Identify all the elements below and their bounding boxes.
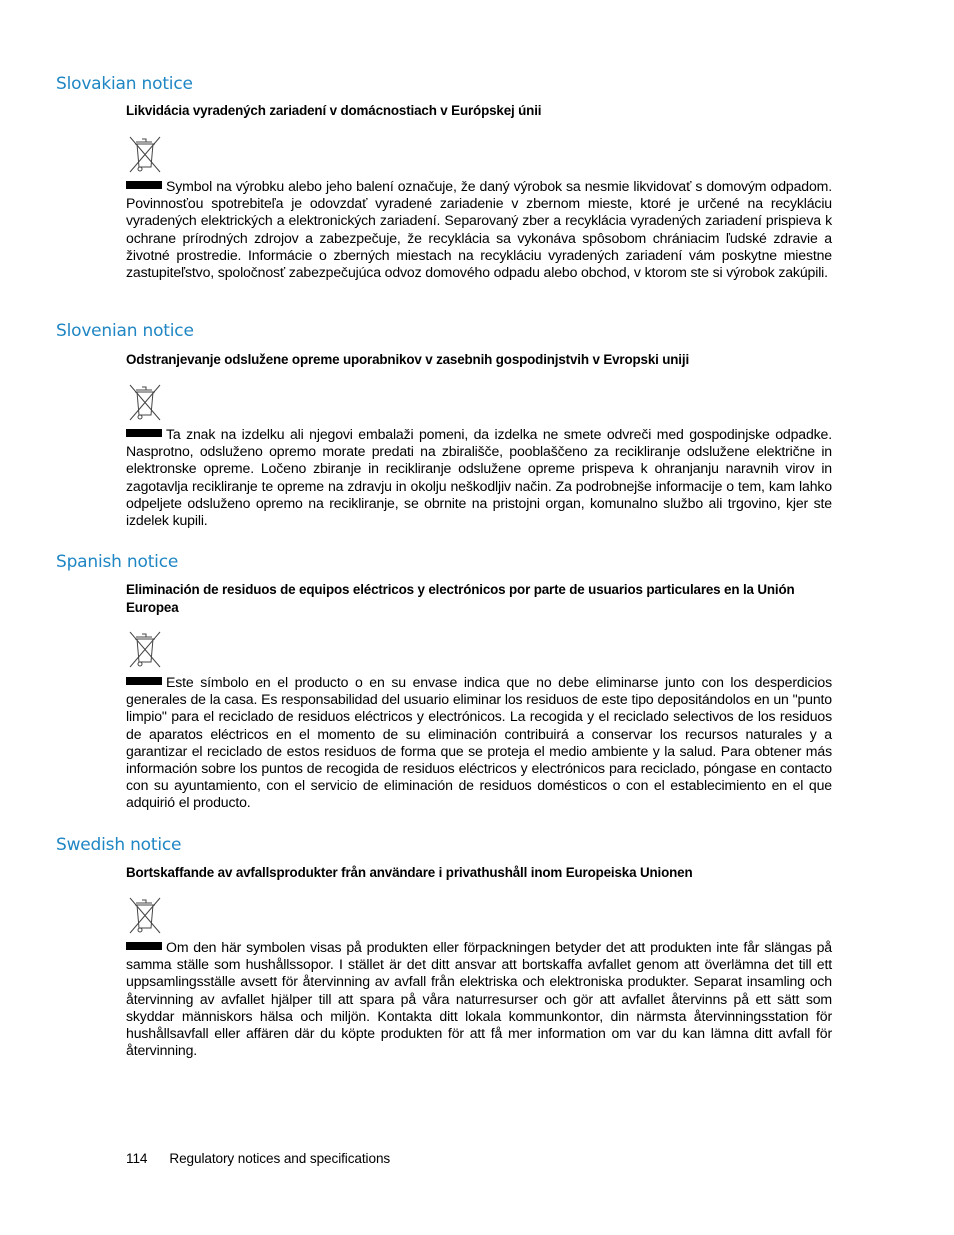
section-body-text: Om den här symbolen visas på produkten eller förpackningen betyder det att produkten inte får slängas på samma ställe som hushållssopor. I stället är det ditt ansvar att bortskaffa avfallet genom att överlämna det till ett uppsamlingsställe avsett för återvinning av avfall från elektriska och elektroniska produkter. Separat insamling och återvinning av avfallet hjälper till att spara på våra naturresurser och gör att avfallet återvinns på ett sätt som skyddar människors hälsa och miljön. Kontakta ditt lokala kommunkontor, din närmsta återvinningsstation för hushållsavfall eller affären där du köpte produkten för att få mer information om var du kan lämna ditt avfall för återvinning. — [126, 939, 832, 1059]
section-title: Slovakian notice — [56, 74, 193, 94]
section-body-text: Symbol na výrobku alebo jeho balení označuje, že daný výrobok sa nesmie likvidovať s domovým odpadom. Povinnosťou spotrebiteľa je odovzdať vyradené zariadenie v zbernom mieste, ktoré je určené na recykláciu vyradených elektrických a elektronických zariadení. Separovaný zber a recyklácia vyradených zariadení prispieva k ochrane prírodných zdrojov a zabezpečuje, že recyklácia sa vykonáva spôsobom chrániacim ľudské zdravie a životné prostredie. Informácie o zberných miestach na recykláciu vyradených zariadení vám poskytne miestne zastupiteľstvo, spoločnosť zabezpečujúca odvoz domového odpadu alebo obchod, v ktorom ste si výrobok zakúpili. — [126, 178, 832, 281]
section-body-text: Este símbolo en el producto o en su envase indica que no debe eliminarse junto con los desperdicios generales de la casa. Es responsabilidad del usuario eliminar los residuos de este tipo depositándolos en un "punto limpio" para el reciclado de residuos eléctricos y electrónicos. La recogida y el reciclado selectivos de los residuos de aparatos eléctricos en el momento de su eliminación contribuirá a conservar los recursos naturales y a garantizar el reciclado de estos residuos de forma que se proteja el medio ambiente y la salud. Para obtener más información sobre los puntos de recogida de residuos eléctricos y electrónicos para reciclado, póngase en contacto con su ayuntamiento, con el servicio de eliminación de residuos domésticos o con el establecimiento en el que adquirió el producto. — [126, 674, 832, 811]
section-body — [126, 426, 832, 529]
page-footer — [126, 1151, 390, 1166]
black-bar-icon — [126, 181, 162, 189]
black-bar-icon — [126, 942, 162, 950]
page-number: 114 — [126, 1151, 148, 1166]
section-body — [126, 939, 832, 1059]
section-subheading: Eliminación de residuos de equipos eléctricos y electrónicos por parte de usuarios particulares en la Unión Europea — [126, 582, 795, 615]
black-bar-icon — [126, 429, 162, 437]
section-subheading: Bortskaffande av avfallsprodukter från användare i privathushåll inom Europeiska Unionen — [126, 865, 693, 880]
section-title: Slovenian notice — [56, 321, 194, 341]
footer-title: Regulatory notices and specifications — [169, 1151, 391, 1166]
crossed-out-wheelie-bin-icon — [126, 382, 164, 422]
crossed-out-wheelie-bin-icon — [126, 895, 164, 935]
section-subheading: Likvidácia vyradených zariadení v domácnostiach v Európskej únii — [126, 103, 542, 118]
section-body — [126, 674, 832, 812]
section-title: Spanish notice — [56, 552, 179, 572]
section-body — [126, 178, 832, 281]
section-body-text: Ta znak na izdelku ali njegovi embalaži pomeni, da izdelka ne smete odvreči med gospodinjske odpadke. Nasprotno, odsluženo opremo morate predati na zbirališče, pooblaščeno za recikliranje odslužene električne in elektronske opreme. Ločeno zbiranje in recikliranje odslužene opreme prispeva k ohranjanju naravnih virov in zagotavlja recikliranje te opreme na zdravju in okolju neškodljiv način. Za podrobnejše informacije o tem, kam lahko odpeljete odsluženo opremo na recikliranje, se obrnite na pristojni organ, komunalno službo ali trgovino, kjer ste izdelek kupili. — [126, 426, 832, 529]
crossed-out-wheelie-bin-icon — [126, 629, 164, 669]
section-title: Swedish notice — [56, 835, 182, 855]
crossed-out-wheelie-bin-icon — [126, 134, 164, 174]
section-subheading: Odstranjevanje odslužene opreme uporabnikov v zasebnih gospodinjstvih v Evropski uniji — [126, 352, 690, 367]
black-bar-icon — [126, 677, 162, 685]
